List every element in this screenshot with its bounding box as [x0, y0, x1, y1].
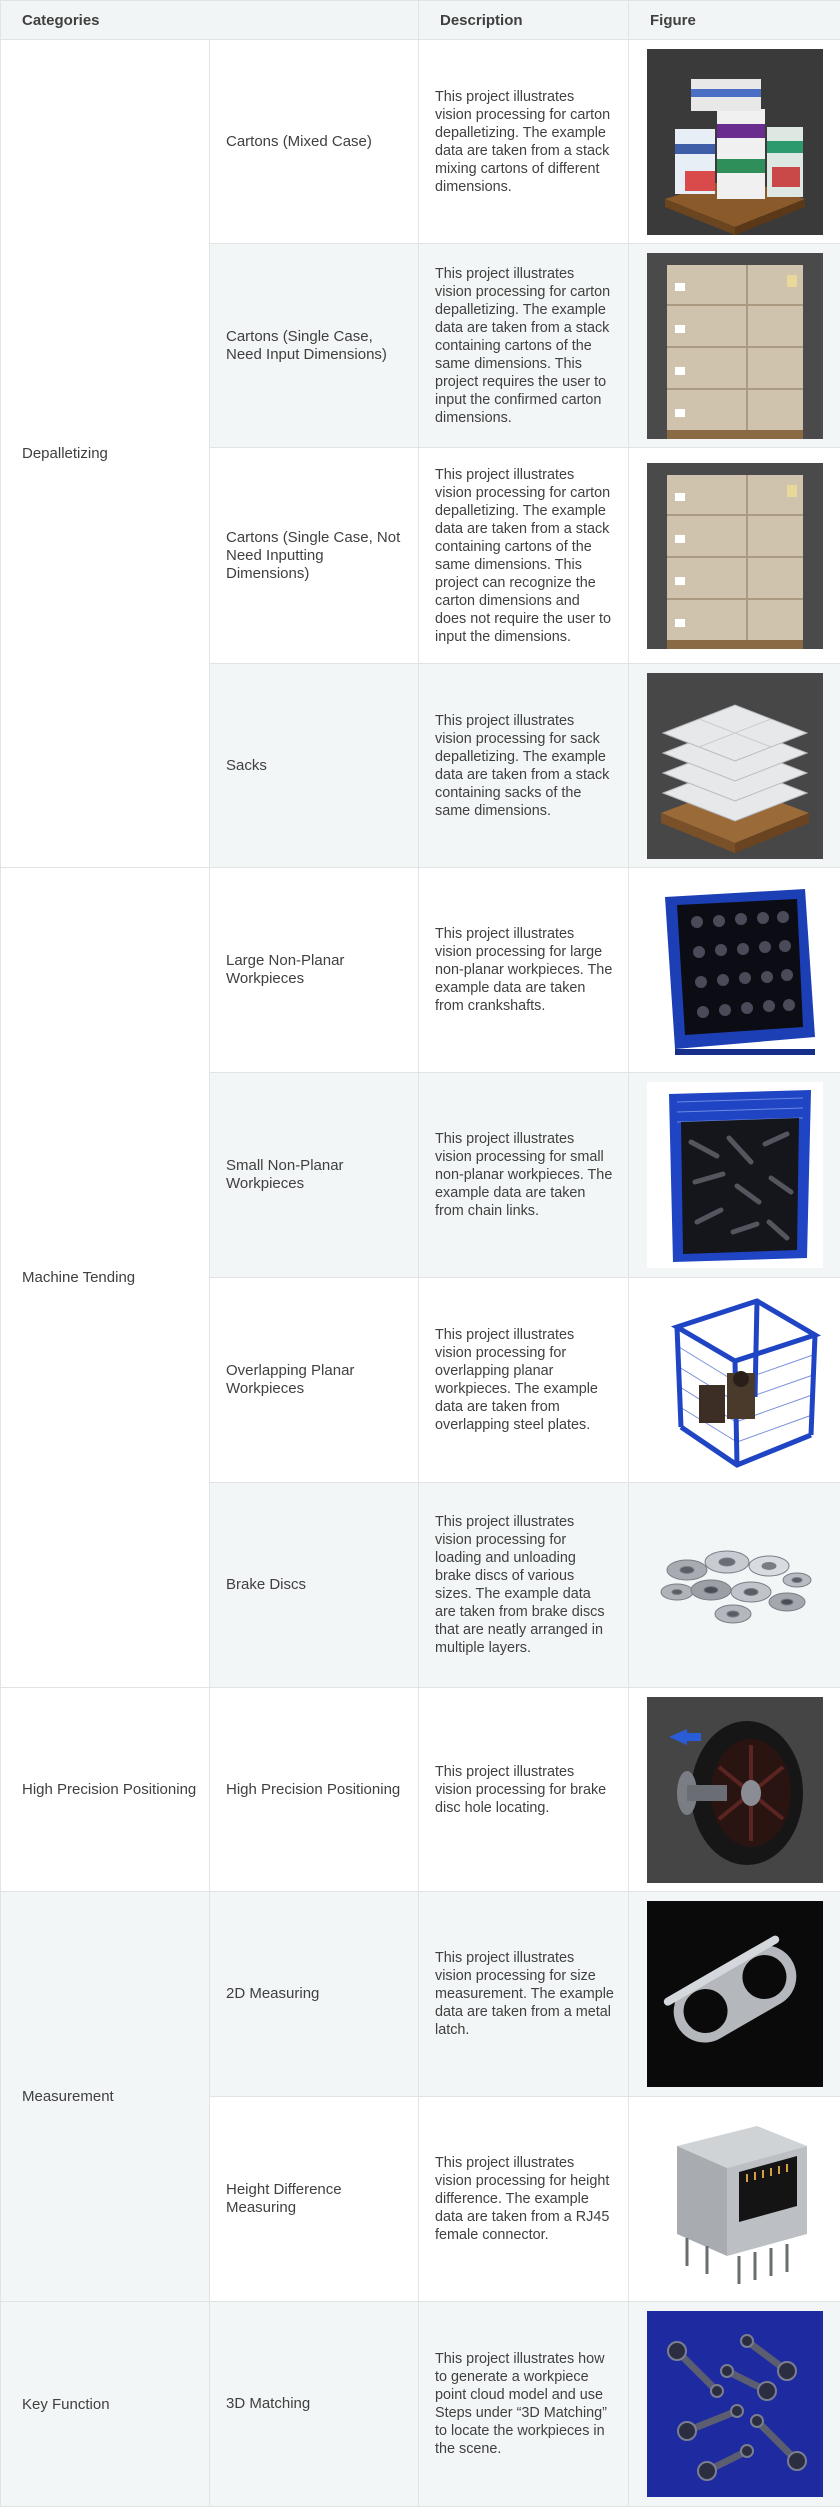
figure-cell — [629, 1073, 840, 1278]
table-row — [1, 1688, 840, 1892]
subcategory-cell: Brake Discs — [210, 1483, 419, 1688]
category-cell: Machine Tending — [1, 868, 210, 1688]
figure-cell — [629, 1892, 840, 2097]
table-row — [1, 2302, 840, 2507]
subcategory-cell: Sacks — [210, 664, 419, 868]
description-cell: This project illustrates vision processing for carton depalletizing. The example data are taken from a stack mixing cartons of different dimensions. — [419, 40, 629, 244]
table-row — [1, 1892, 840, 2097]
header-categories: Categories — [1, 1, 419, 40]
subcategory-cell: Overlapping Planar Workpieces — [210, 1278, 419, 1483]
wheel-hub-image — [647, 1697, 823, 1883]
figure-cell — [629, 1483, 840, 1688]
table-row — [1, 868, 840, 1073]
description-cell: This project illustrates vision processing for small non-planar workpieces. The example data are taken from chain links. — [419, 1073, 629, 1278]
description-cell: This project illustrates vision processing for sack depalletizing. The example data are taken from a stack containing sacks of the same dimensions. — [419, 664, 629, 868]
description-cell: This project illustrates vision processing for carton depalletizing. The example data are taken from a stack containing cartons of the same dimensions. This project requires the user to input the confirmed carton dimensions. — [419, 244, 629, 448]
description-cell: This project illustrates vision processing for brake disc hole locating. — [419, 1688, 629, 1892]
description-cell: This project illustrates how to generate a workpiece point cloud model and use Steps under “3D Matching” to locate the workpieces in the scene. — [419, 2302, 629, 2507]
header-figure: Figure — [629, 1, 840, 40]
brake-discs-image — [647, 1492, 823, 1678]
carton-stack-image — [647, 463, 823, 649]
subcategory-cell: Small Non-Planar Workpieces — [210, 1073, 419, 1278]
subcategory-cell: High Precision Positioning — [210, 1688, 419, 1892]
figure-cell — [629, 2097, 840, 2302]
crankshaft-bin-image — [647, 877, 823, 1063]
subcategory-cell: Cartons (Single Case, Not Need Inputting Dimensions) — [210, 448, 419, 664]
figure-cell — [629, 1688, 840, 1892]
carton-stack-image — [647, 253, 823, 439]
table-header-row — [1, 1, 840, 40]
steel-plate-cage-image — [647, 1287, 823, 1473]
header-description: Description — [419, 1, 629, 40]
subcategory-cell: Cartons (Single Case, Need Input Dimensions) — [210, 244, 419, 448]
mixed-carton-pallet-image — [647, 49, 823, 235]
chain-link-bin-image — [647, 1082, 823, 1268]
figure-cell — [629, 868, 840, 1073]
subcategory-cell: 2D Measuring — [210, 1892, 419, 2097]
figure-cell — [629, 40, 840, 244]
category-cell: Depalletizing — [1, 40, 210, 868]
figure-cell — [629, 244, 840, 448]
subcategory-cell: 3D Matching — [210, 2302, 419, 2507]
subcategory-cell: Cartons (Mixed Case) — [210, 40, 419, 244]
subcategory-cell: Large Non-Planar Workpieces — [210, 868, 419, 1073]
sack-pallet-image — [647, 673, 823, 859]
category-cell: Measurement — [1, 1892, 210, 2302]
figure-cell — [629, 448, 840, 664]
figure-cell — [629, 1278, 840, 1483]
description-cell: This project illustrates vision processing for carton depalletizing. The example data are taken from a stack containing cartons of the same dimensions. This project can recognize the carton dimensions and does not require the user to input the dimensions. — [419, 448, 629, 664]
rj45-connector-image — [647, 2106, 823, 2292]
metal-latch-image — [647, 1901, 823, 2087]
description-cell: This project illustrates vision processing for height difference. The example data are taken from a RJ45 female connector. — [419, 2097, 629, 2302]
figure-cell — [629, 664, 840, 868]
table-row — [1, 40, 840, 244]
description-cell: This project illustrates vision processing for loading and unloading brake discs of various sizes. The example data are taken from brake discs that are neatly arranged in multiple layers. — [419, 1483, 629, 1688]
description-cell: This project illustrates vision processing for large non-planar workpieces. The example data are taken from crankshafts. — [419, 868, 629, 1073]
subcategory-cell: Height Difference Measuring — [210, 2097, 419, 2302]
category-cell: Key Function — [1, 2302, 210, 2507]
description-cell: This project illustrates vision processing for size measurement. The example data are taken from a metal latch. — [419, 1892, 629, 2097]
description-cell: This project illustrates vision processing for overlapping planar workpieces. The example data are taken from overlapping steel plates. — [419, 1278, 629, 1483]
figure-cell — [629, 2302, 840, 2507]
category-cell: High Precision Positioning — [1, 1688, 210, 1892]
connecting-rods-image — [647, 2311, 823, 2497]
